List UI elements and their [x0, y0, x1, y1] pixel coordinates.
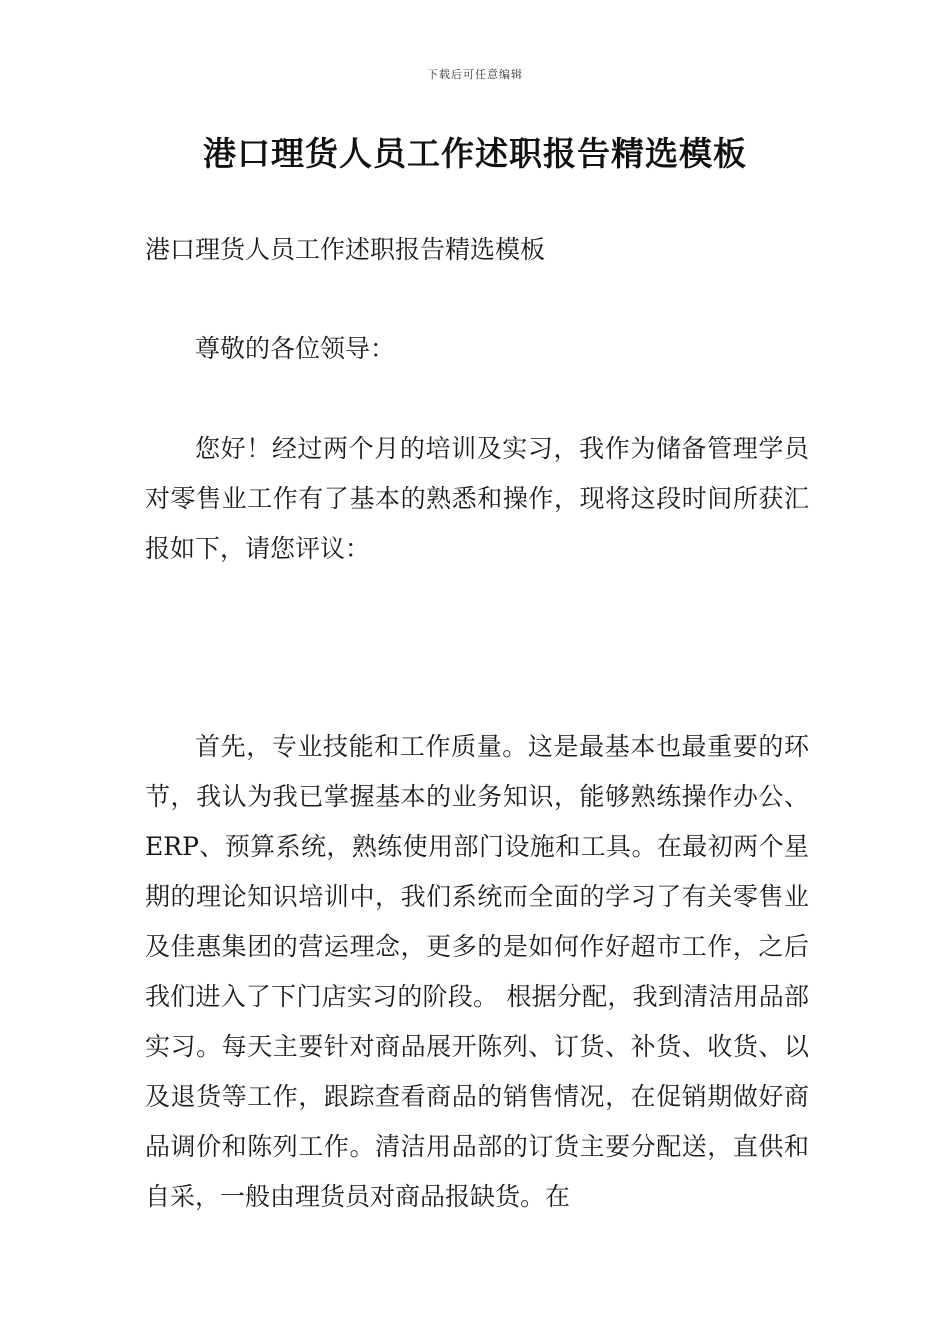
- paragraph-intro: 您好！经过两个月的培训及实习，我作为储备管理学员对零售业工作有了基本的熟悉和操作，现将这段时间所获汇报如下，请您评议：: [145, 434, 809, 563]
- document-subtitle: 港口理货人员工作述职报告精选模板: [145, 235, 546, 264]
- greeting: 尊敬的各位领导：: [195, 334, 396, 363]
- paragraph-skills: 首先，专业技能和工作质量。这是最基本也最重要的环节，我认为我已掌握基本的业务知识，能够熟练操作办公、ERP、预算系统，熟练使用部门设施和工具。在最初两个星期的理论知识培训中，我们系统而全面的学习了有关零售业及佳惠集团的营运理念，更多的是如何作好超市工作，之后我们进入了下门店实习的阶段。 根据分配，我到清洁用品部实习。每天主要针对商品展开陈列、订货、补货、收货、以及退货等工作，跟踪查看商品的销售情况，在促销期做好商品调价和陈列工作。清洁用品部的订货主要分配送，直供和自采，一般由理货员对商品报缺货。在: [145, 732, 809, 1211]
- document-title: 港口理货人员工作述职报告精选模板: [203, 134, 747, 173]
- header-note: 下载后可任意编辑: [427, 68, 523, 81]
